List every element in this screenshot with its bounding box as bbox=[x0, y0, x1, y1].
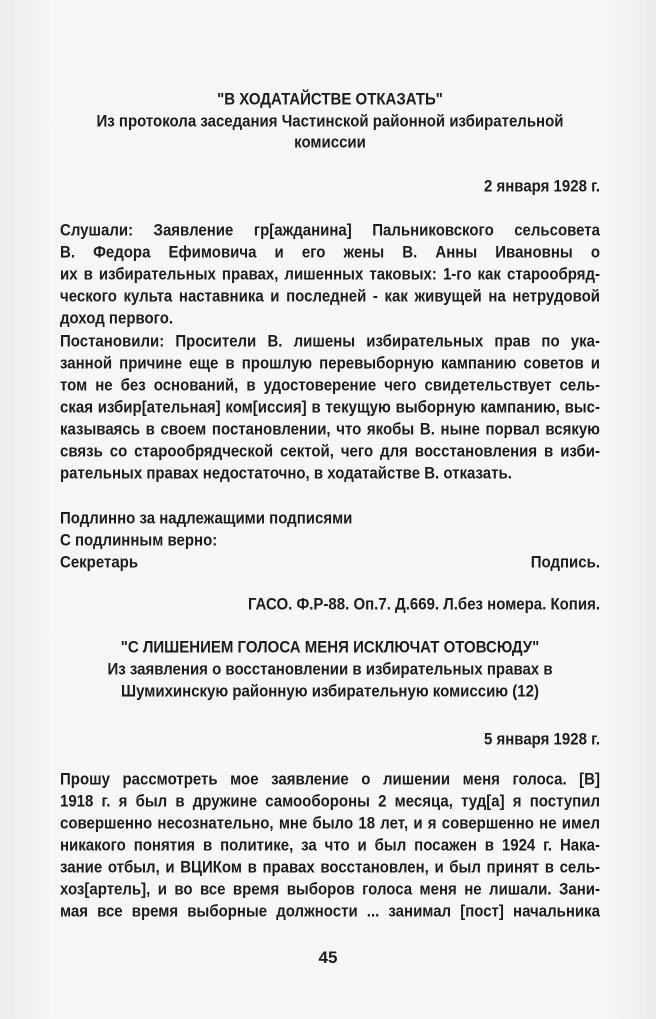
doc2-body-line: Прошу рассмотреть мое заявление о лишении меня голоса. [В] bbox=[60, 770, 600, 789]
doc1-body-line: рательных правах недостаточно, в ходатайстве В. отказать. bbox=[60, 464, 512, 483]
doc2-title: "С ЛИШЕНИЕМ ГОЛОСА МЕНЯ ИСКЛЮЧАТ ОТОВСЮДУ" bbox=[120, 638, 540, 657]
doc2-body-line: хоз[артель], и во все время выборов голоса меня не лишали. Зани- bbox=[60, 880, 600, 899]
doc1-subtitle-line: Из протокола заседания Частинской районной избирательной bbox=[96, 112, 564, 131]
page-number: 45 bbox=[318, 948, 338, 967]
doc1-body-line: их в избирательных правах, лишенных таковых: 1-го как старообряд- bbox=[60, 265, 600, 284]
doc1-certification-line: Подлинно за надлежащими подписями bbox=[60, 509, 353, 528]
doc1-body-line: связь со старообрядческой сектой, чего для восстановления в изби- bbox=[60, 442, 600, 461]
doc1-body-line: В. Федора Ефимовича и его жены В. Анны Ивановны о bbox=[60, 243, 600, 262]
doc1-body-line: ческого культа наставника и последней - как живущей на нетрудовой bbox=[60, 287, 600, 306]
doc2-body-line: зание отбыл, и ВЦИКом в правах восстановлен, и был принят в сель- bbox=[60, 858, 600, 877]
doc2-date: 5 января 1928 г. bbox=[483, 730, 600, 749]
doc2-body-line: никакого понятия в политике, за что и был посажен в 1924 г. Нака- bbox=[60, 836, 600, 855]
doc1-certification-line: С подлинным верно: bbox=[60, 531, 218, 550]
doc1-body-line: занной причине еще в прошлую перевыборную кампанию советов и bbox=[60, 354, 600, 373]
doc2-subtitle-line: Из заявления о восстановлении в избирательных правах в bbox=[107, 660, 553, 679]
doc1-body-line: казываясь в своем постановлении, что якобы В. ныне порвал всякую bbox=[60, 420, 600, 439]
doc1-source: ГАСО. Ф.Р-88. Оп.7. Д.669. Л.без номера. Копия. bbox=[247, 595, 600, 614]
doc1-body-line: Постановили: Просители В. лишены избирательных прав по ука- bbox=[60, 332, 600, 351]
doc1-signature: Подпись. bbox=[530, 553, 600, 572]
doc1-body-line: ская избир[ательная] ком[иссия] в текущую выборную кампанию, выс- bbox=[60, 398, 600, 417]
doc1-subtitle-line: комиссии bbox=[294, 133, 366, 152]
doc2-body-line: мая все время выборные должности ... занимал [пост] начальника bbox=[60, 902, 600, 921]
doc1-body-line: том не без оснований, в удостоверение чего свидетельствует сель- bbox=[60, 376, 600, 395]
doc1-body-line: Слушали: Заявление гр[ажданина] Пальниковского сельсовета bbox=[60, 221, 600, 240]
doc1-date: 2 января 1928 г. bbox=[483, 177, 600, 196]
doc2-body-line: 1918 г. я был в дружине самообороны 2 месяца, туд[а] я поступил bbox=[60, 792, 600, 811]
doc1-body-line: доход первого. bbox=[60, 309, 174, 328]
doc1-title: "В ХОДАТАЙСТВЕ ОТКАЗАТЬ" bbox=[217, 90, 443, 109]
doc2-body-line: совершенно несознательно, мне было 18 лет, и я совершенно не имел bbox=[60, 814, 600, 833]
doc2-subtitle-line: Шумихинскую районную избирательную комиссию (12) bbox=[121, 682, 539, 701]
doc1-secretary: Секретарь bbox=[60, 553, 139, 572]
